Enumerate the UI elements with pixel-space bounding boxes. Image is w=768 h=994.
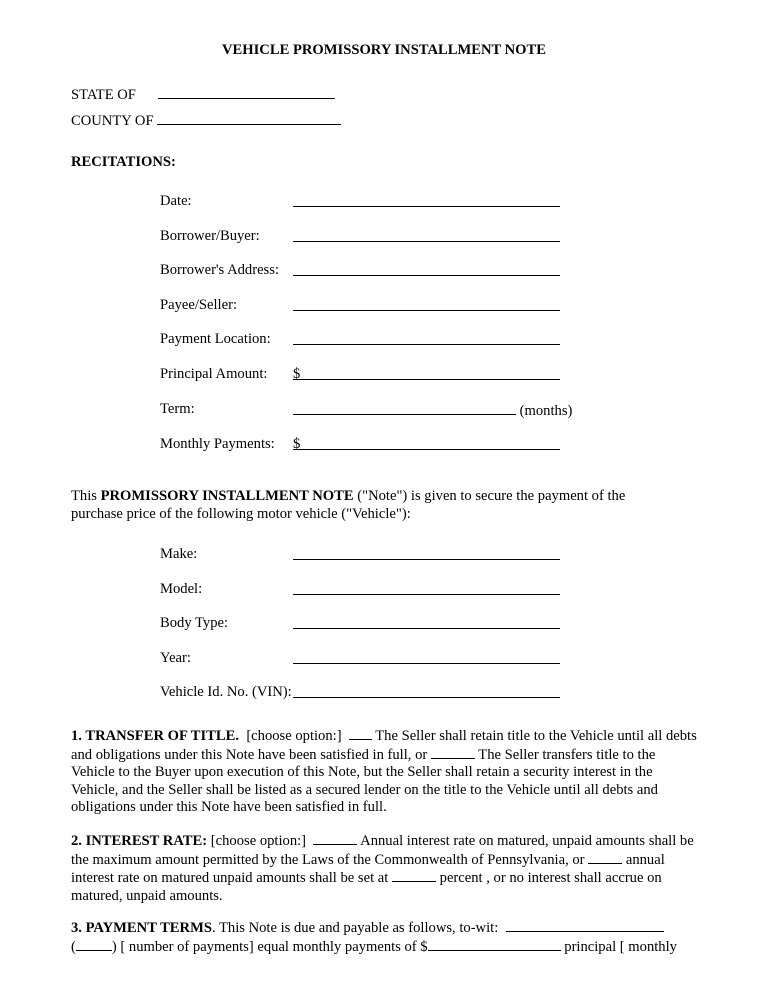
recitations-heading: RECITATIONS: xyxy=(71,154,176,170)
number-of-payments-blank[interactable] xyxy=(76,938,112,951)
field-label-payment-location: Payment Location: xyxy=(160,331,271,347)
county-line xyxy=(71,111,341,131)
field-vin[interactable] xyxy=(293,684,560,704)
field-body-type[interactable] xyxy=(293,615,560,635)
field-label-monthly-payments: Monthly Payments: xyxy=(160,436,275,452)
county-label: COUNTY OF xyxy=(71,113,154,129)
term-suffix: (months) xyxy=(519,403,573,419)
field-label-year: Year: xyxy=(160,650,191,666)
field-label-date: Date: xyxy=(160,193,192,209)
field-label-make: Make: xyxy=(160,546,198,562)
intro-paragraph: This PROMISSORY INSTALLMENT NOTE ("Note") is given to secure the payment of the purchase price of the following motor vehicle ("Vehicle"): xyxy=(71,488,626,522)
state-line xyxy=(71,85,335,105)
document-title: VEHICLE PROMISSORY INSTALLMENT NOTE xyxy=(222,42,546,58)
field-label-term: Term: xyxy=(160,401,195,417)
section-1-heading: 1. TRANSFER OF TITLE. xyxy=(71,728,240,744)
option-set-interest-blank[interactable] xyxy=(588,851,622,864)
option-transfer-title-blank[interactable] xyxy=(431,746,475,759)
section-3-heading: 3. PAYMENT TERMS xyxy=(71,920,212,936)
field-label-borrower: Borrower/Buyer: xyxy=(160,228,260,244)
dollar-sign: $ xyxy=(293,366,301,382)
monthly-payment-amount-blank[interactable] xyxy=(428,938,561,951)
section-payment-terms: 3. PAYMENT TERMS. This Note is due and payable as follows, to-wit: ( ) [ number of payments] equal monthly payments of $ principal [ monthly xyxy=(71,920,677,955)
intro-bold: PROMISSORY INSTALLMENT NOTE xyxy=(100,488,354,504)
state-label: STATE OF xyxy=(71,87,136,103)
field-payment-location[interactable] xyxy=(293,331,560,351)
field-make[interactable] xyxy=(293,546,560,566)
field-label-body-type: Body Type: xyxy=(160,615,229,631)
field-date[interactable] xyxy=(293,193,560,213)
section-transfer-of-title: 1. TRANSFER OF TITLE. [choose option:] The Seller shall retain title to the Vehicle until all debts and obligations under this Note have been satisfied in full, or The Seller transfers title to the Vehicle to the Buyer upon execution of this Note, but the Seller shall retain a security interest in the Vehicle, and the Seller shall be listed as a secured lender on the title to the Vehicle until all debts and obligations under this Note have been satisfied in full. xyxy=(71,728,697,815)
option-max-interest-blank[interactable] xyxy=(313,832,357,845)
state-blank[interactable] xyxy=(158,85,335,99)
field-payee[interactable] xyxy=(293,297,560,317)
county-blank[interactable] xyxy=(157,111,341,125)
field-label-payee: Payee/Seller: xyxy=(160,297,237,313)
field-term[interactable] xyxy=(293,401,572,421)
field-borrower-address[interactable] xyxy=(293,262,560,282)
interest-percent-blank[interactable] xyxy=(392,869,436,882)
field-year[interactable] xyxy=(293,650,560,670)
field-label-principal: Principal Amount: xyxy=(160,366,268,382)
option-retain-title-blank[interactable] xyxy=(349,727,372,740)
field-principal[interactable] xyxy=(293,366,560,384)
payment-terms-blank[interactable] xyxy=(506,919,664,932)
field-label-model: Model: xyxy=(160,581,203,597)
dollar-sign: $ xyxy=(293,436,301,452)
field-model[interactable] xyxy=(293,581,560,601)
section-interest-rate: 2. INTEREST RATE: [choose option:] Annual interest rate on matured, unpaid amounts shall be the maximum amount permitted by the Laws of the Commonwealth of Pennsylvania, or annual interest rate on matured unpaid amounts shall be set at percent , or no interest shall accrue on matured, unpaid amounts. xyxy=(71,833,694,904)
field-monthly-payments[interactable] xyxy=(293,436,560,454)
field-label-vin: Vehicle Id. No. (VIN): xyxy=(160,684,292,700)
field-label-borrower-address: Borrower's Address: xyxy=(160,262,279,278)
section-2-heading: 2. INTEREST RATE: xyxy=(71,833,208,849)
field-borrower[interactable] xyxy=(293,228,560,248)
